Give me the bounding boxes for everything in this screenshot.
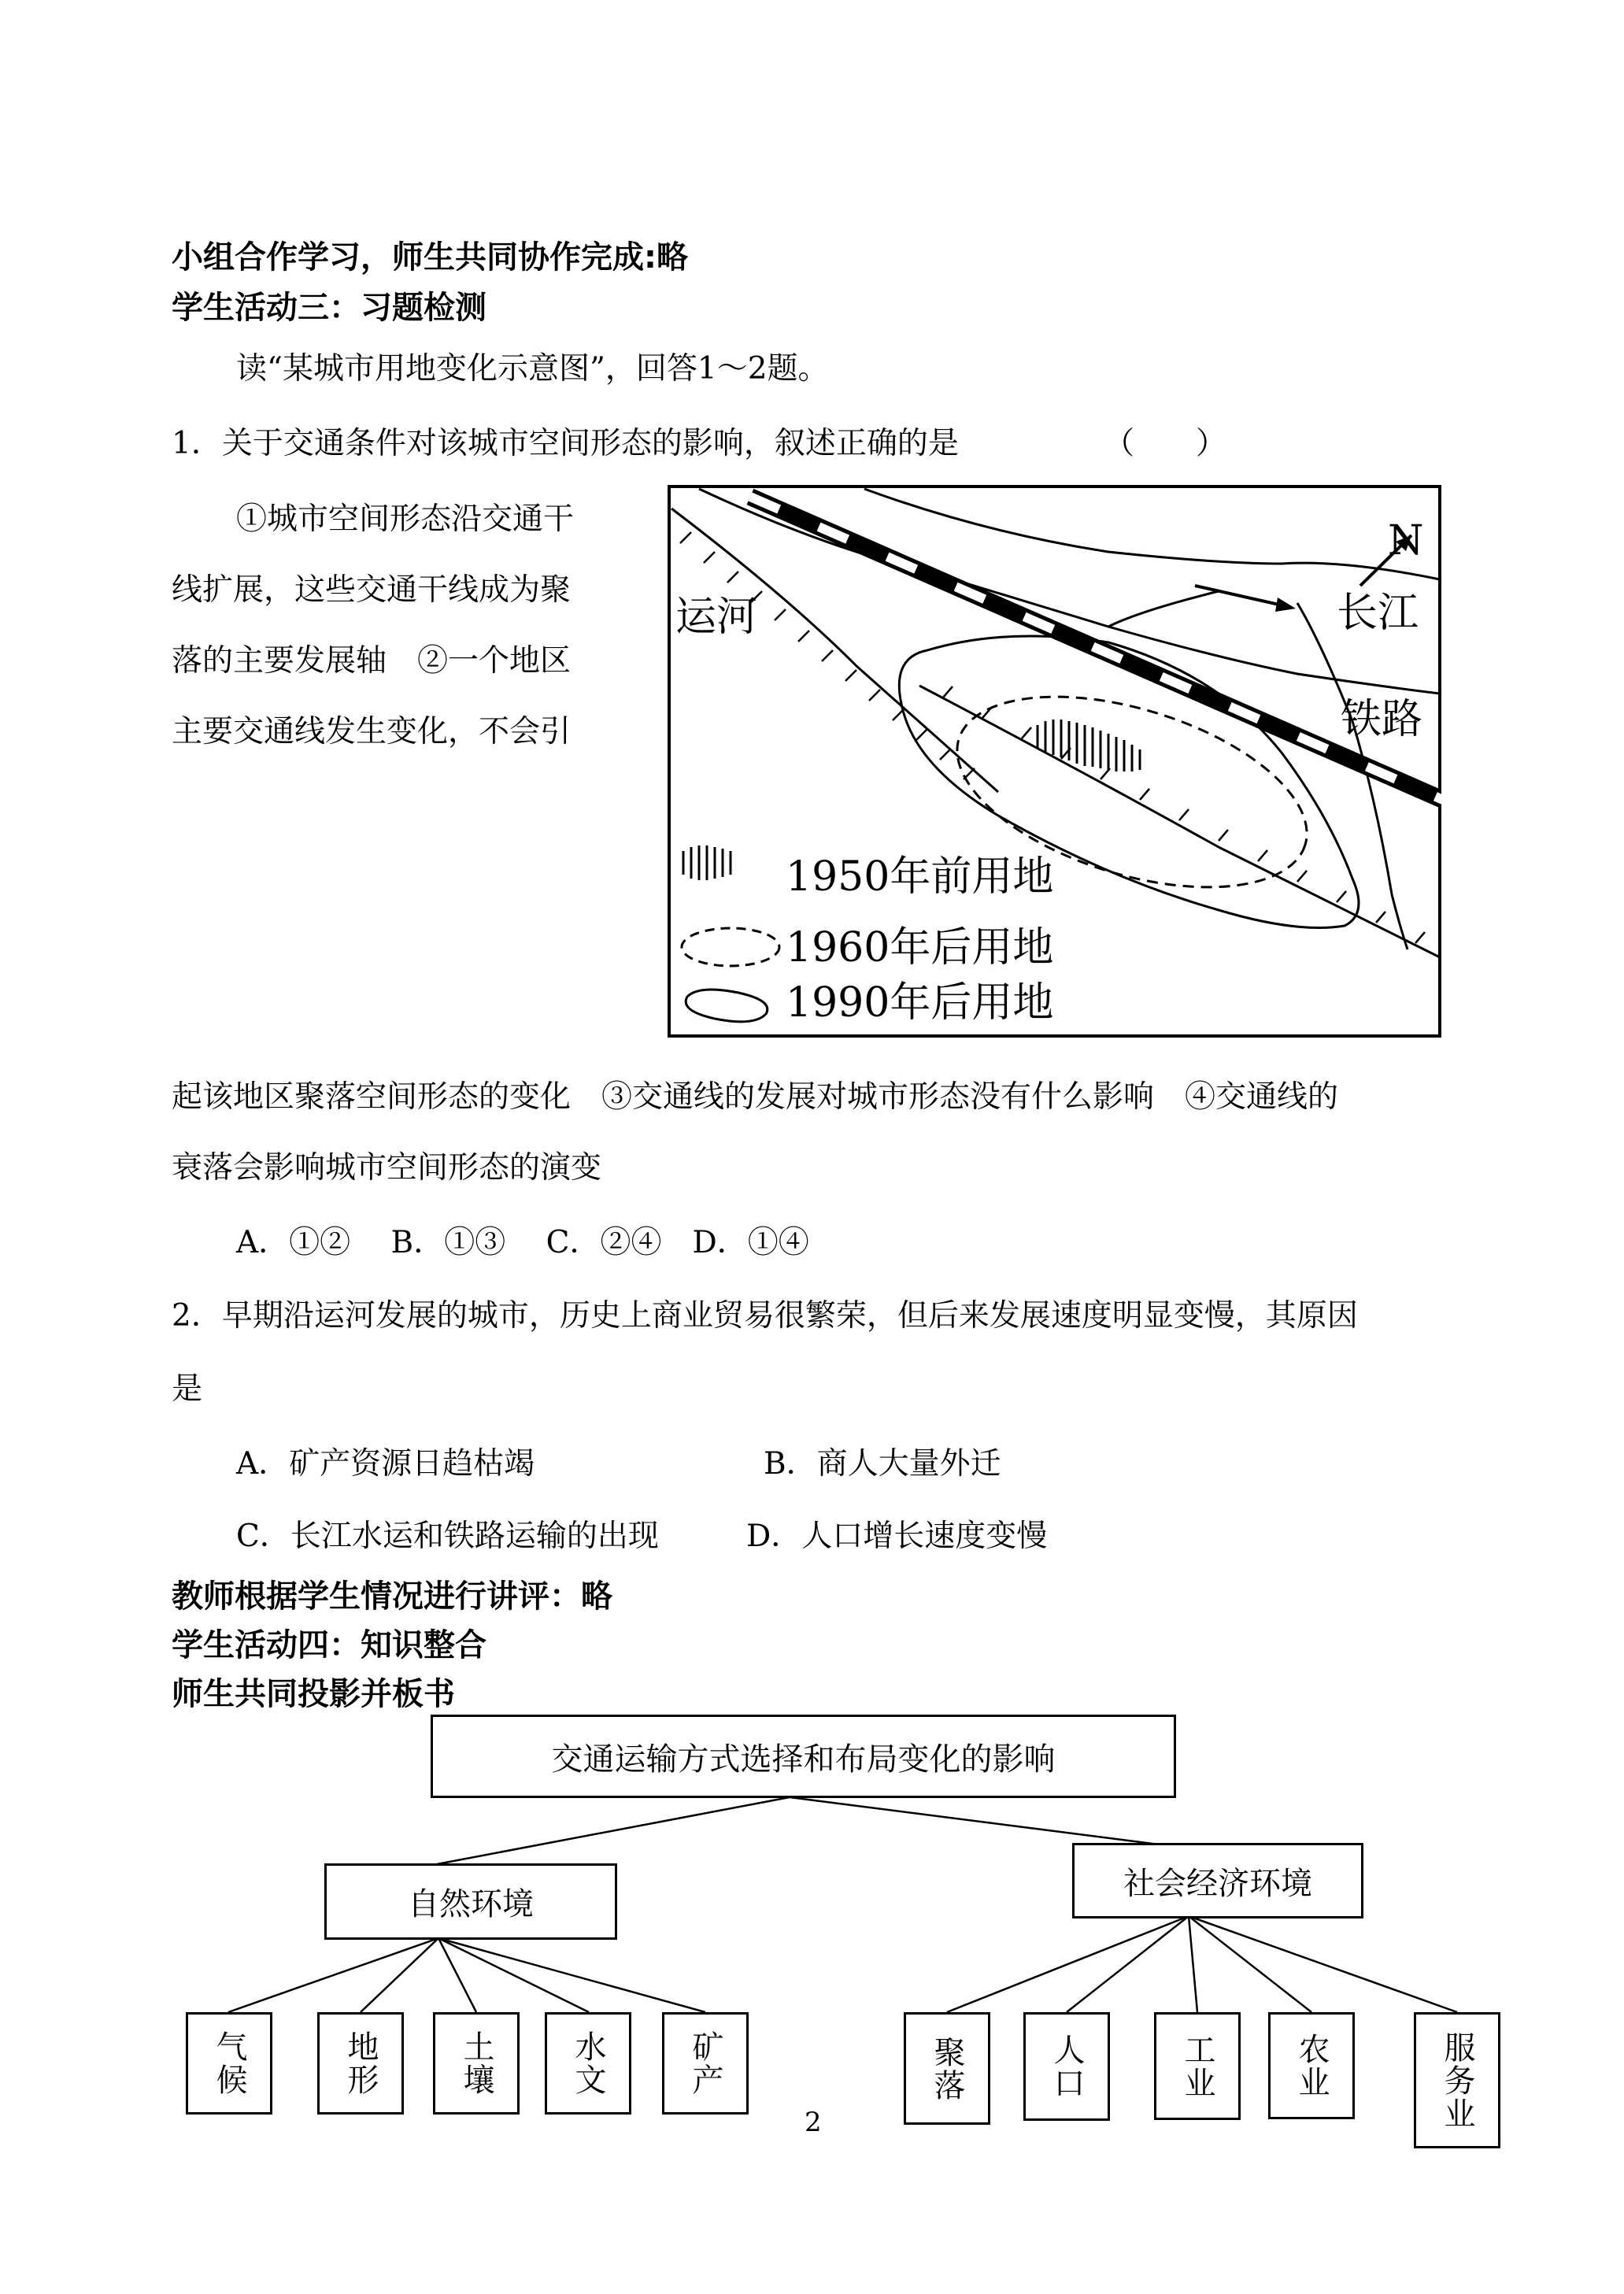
- tree-root-label: 交通运输方式选择和布局变化的影响: [551, 1741, 1056, 1778]
- heading-activity4: 学生活动四：知识整合: [172, 1627, 486, 1663]
- natural-item-label: 土壤: [458, 2030, 494, 2096]
- q1-cont-line-1: 起该地区聚落空间形态的变化 ③交通线的发展对城市形态没有什么影响 ④交通线的: [172, 1079, 1339, 1115]
- social-item-label: 聚落: [929, 2035, 965, 2102]
- q1-stem: 1．关于交通条件对该城市空间形态的影响，叙述正确的是: [172, 426, 959, 461]
- legend-1950-label: 1950年前用地: [786, 853, 1054, 901]
- railway-label: 铁路: [1341, 696, 1423, 743]
- q2-option-b: B．商人大量外迁: [764, 1446, 1001, 1482]
- q1-options: A．①② B．①③ C．②④ D．①④: [236, 1225, 809, 1260]
- heading-teacher-review: 教师根据学生情况进行讲评：略: [172, 1578, 612, 1615]
- natural-item-label: 地形: [342, 2030, 379, 2096]
- natural-item-terrain: [317, 2012, 404, 2115]
- legend-1960-label: 1960年后用地: [786, 924, 1054, 971]
- social-item-agriculture: [1268, 2012, 1355, 2119]
- q2-option-a: A．矿产资源日趋枯竭: [236, 1446, 535, 1482]
- q2-stem: 2．早期沿运河发展的城市，历史上商业贸易很繁荣，但后来发展速度明显变慢，其原因: [172, 1298, 1358, 1334]
- social-item-label: 服务业: [1439, 2030, 1475, 2130]
- north-label: N: [1388, 517, 1424, 564]
- natural-item-hydrology: [545, 2012, 631, 2115]
- social-item-industry: [1154, 2012, 1241, 2120]
- heading-group-study: 小组合作学习，师生共同协作完成:略: [172, 239, 688, 276]
- q1-wrap-line-4: 主要交通线发生变化，不会引: [172, 714, 572, 749]
- social-item-label: 工业: [1179, 2033, 1215, 2100]
- heading-board: 师生共同投影并板书: [172, 1676, 455, 1712]
- natural-item-soil: [433, 2012, 520, 2115]
- natural-item-climate: [186, 2012, 272, 2115]
- q2-option-d: D．人口增长速度变慢: [746, 1519, 1048, 1554]
- q1-answer-paren: （ ）: [1104, 426, 1227, 461]
- tree-social-label: 社会经济环境: [1123, 1865, 1312, 1902]
- social-item-services: [1414, 2012, 1500, 2148]
- q2-option-c: C．长江水运和铁路运输的出现: [236, 1519, 659, 1554]
- natural-item-label: 矿产: [687, 2030, 723, 2096]
- social-item-population: [1023, 2012, 1110, 2121]
- tree-natural-box: [324, 1863, 617, 1940]
- social-item-label: 农业: [1293, 2033, 1330, 2099]
- natural-item-minerals: [662, 2012, 749, 2115]
- q1-wrap-line-3: 落的主要发展轴 ②一个地区: [172, 643, 572, 679]
- heading-activity3: 学生活动三：习题检测: [172, 290, 486, 326]
- tree-social-box: [1072, 1843, 1363, 1918]
- tree-natural-label: 自然环境: [408, 1886, 534, 1922]
- canal-label: 运河: [675, 594, 758, 641]
- tree-root-box: [431, 1715, 1176, 1798]
- natural-item-label: 气候: [211, 2030, 247, 2096]
- q2-stem-cont: 是: [172, 1371, 203, 1407]
- social-item-settlement: [904, 2012, 990, 2125]
- river-label: 长江: [1337, 590, 1419, 637]
- legend-1990-label: 1990年后用地: [786, 979, 1054, 1027]
- natural-item-label: 水文: [570, 2030, 606, 2096]
- q1-wrap-line-1: ①城市空间形态沿交通干: [236, 501, 575, 537]
- page-number: 2: [805, 2107, 822, 2138]
- q1-wrap-line-2: 线扩展，这些交通干线成为聚: [172, 572, 572, 608]
- social-item-label: 人口: [1049, 2033, 1085, 2100]
- question-intro: 读“某城市用地变化示意图”，回答1～2题。: [236, 351, 829, 387]
- q1-cont-line-2: 衰落会影响城市空间形态的演变: [172, 1150, 602, 1186]
